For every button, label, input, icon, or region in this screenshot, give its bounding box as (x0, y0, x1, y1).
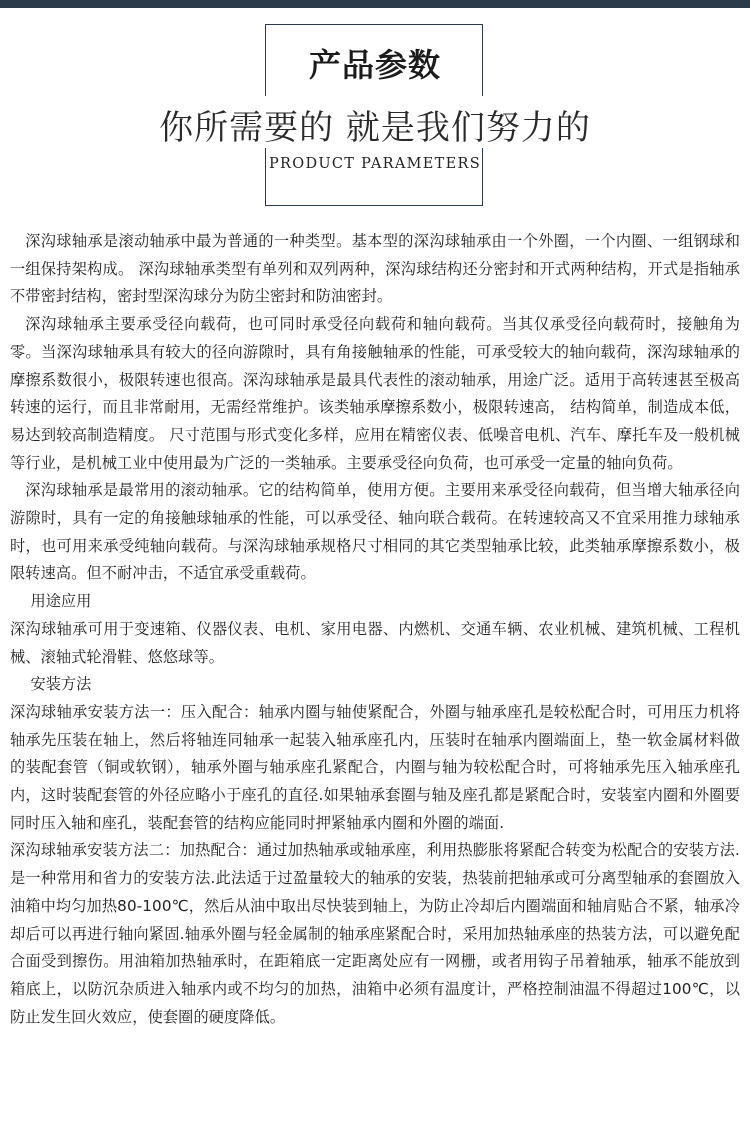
paragraph-loads: 深沟球轴承主要承受径向载荷，也可同时承受径向载荷和轴向载荷。当其仅承受径向载荷时，接触角为零。当深沟球轴承具有较大的径向游隙时，具有角接触轴承的性能，可承受较大的轴向载荷，深沟球轴承的摩擦系数很小，极限转速也很高。深沟球轴承是最具代表性的滚动轴承，用途广泛。适用于高转速甚至极高转速的运行，而且非常耐用，无需经常维护。该类轴承摩擦系数小，极限转速高， 结构简单，制造成本低，易达到较高制造精度。 尺寸范围与形式变化多样，应用在精密仪表、低噪音电机、汽车、摩托车及一般机械等行业，是机械工业中使用最为广泛的一类轴承。主要承受径向负荷，也可承受一定量的轴向负荷。 (10, 315, 740, 472)
paragraph-structure: 深沟球轴承是最常用的滚动轴承。它的结构简单，使用方便。主要用来承受径向载荷，但当增大轴承径向游隙时，具有一定的角接触球轴承的性能，可以承受径、轴向联合载荷。在转速较高又不宜采用推力球轴承时，也可用来承受纯轴向载荷。与深沟球轴承规格尺寸相同的其它类型轴承比较，此类轴承摩擦系数小，极限转速高。但不耐冲击，不适宜承受重载荷。 (10, 481, 740, 583)
paragraph-intro: 深沟球轴承是滚动轴承中最为普通的一种类型。基本型的深沟球轴承由一个外圈，一个内圈、一组钢球和一组保持架构成。 深沟球轴承类型有单列和双列两种，深沟球结构还分密封和开式两种结构，开式是指轴承不带密封结构，密封型深沟球分为防尘密封和防油密封。 (10, 232, 740, 306)
page-title: 产品参数 (308, 46, 441, 84)
english-subtitle: PRODUCT PARAMETERS (268, 156, 481, 172)
paragraph-install-method-2: 深沟球轴承安装方法二：加热配合：通过加热轴承或轴承座，利用热膨胀将紧配合转变为松配合的安装方法.是一种常用和省力的安装方法.此法适于过盈量较大的轴承的安装，热装前把轴承或可分离型轴承的套圈放入油箱中均匀加热80-100℃，然后从油中取出尽快装到轴上，为防止冷却后内圈端面和轴肩贴合不紧，轴承冷却后可以再进行轴向紧固.轴承外圈与轻金属制的轴承座紧配合时，采用加热轴承座的热装方法，可以避免配合面受到擦伤。用油箱加热轴承时，在距箱底一定距离处应有一网栅，或者用钩子吊着轴承，轴承不能放到箱底上，以防沉杂质进入轴承内或不均匀的加热，油箱中必须有温度计，严格控制油温不得超过100℃，以防止发生回火效应，使套圈的硬度降低。 (10, 841, 740, 1026)
paragraph-usage: 深沟球轴承可用于变速箱、仪器仪表、电机、家用电器、内燃机、交通车辆、农业机械、建筑机械、工程机械、滚轴式轮滑鞋、悠悠球等。 (10, 619, 740, 666)
heading-usage: 用途应用 (30, 592, 92, 611)
page-subtitle: 你所需要的 就是我们努力的 (159, 108, 591, 148)
article-body (10, 228, 740, 1031)
heading-install: 安装方法 (30, 675, 92, 694)
paragraph-install-method-1: 深沟球轴承安装方法一：压入配合：轴承内圈与轴使紧配合，外圈与轴承座孔是较松配合时，可用压力机将轴承先压装在轴上，然后将轴连同轴承一起装入轴承座孔内，压装时在轴承内圈端面上，垫一软金属材料做的装配套管（铜或软钢），轴承外圈与轴承座孔紧配合，内圈与轴为较松配合时，可将轴承先压入轴承座孔内，这时装配套管的外径应略小于座孔的直径.如果轴承套圈与轴及座孔都是紧配合时，安装室内圈和外圈要同时压入轴和座孔，装配套管的结构应能同时押紧轴承内圈和外圈的端面. (10, 702, 740, 832)
top-border-line (0, 0, 750, 8)
